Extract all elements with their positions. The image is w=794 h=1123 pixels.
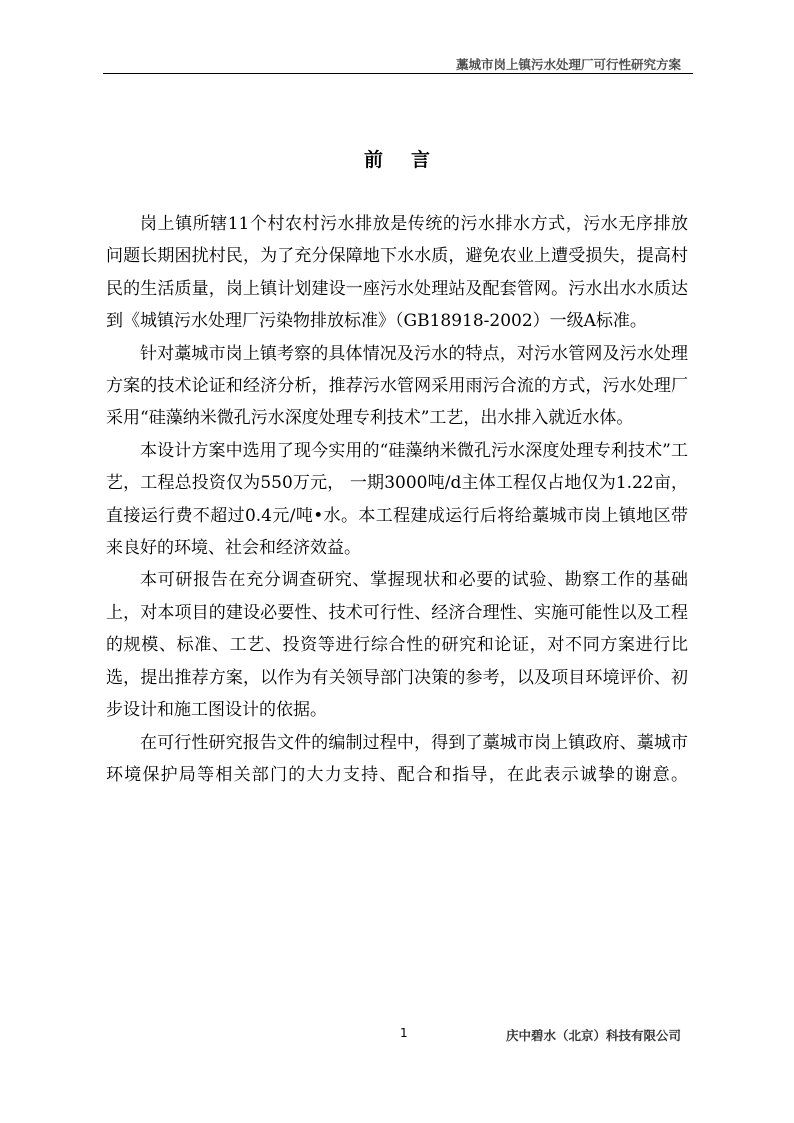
header-title: 藁城市岗上镇污水处理厂可行性研究方案	[455, 57, 681, 72]
page-title: 前言	[363, 149, 458, 171]
paragraph: 本设计方案中选用了现今实用的“硅藻纳米微孔污水深度处理专利技术”工艺，工程总投资仅为550万元， 一期3000吨/d主体工程仅占地仅为1.22亩，直接运行费不超过0.4元/吨•水。本工程建成运行后将给藁城市岗上镇地区带来良好的环境、社会和经济效益。	[106, 440, 688, 559]
paragraph: 针对藁城市岗上镇考察的具体情况及污水的特点，对污水管网及污水处理方案的技术论证和经济分析，推荐污水管网采用雨污合流的方式，污水处理厂采用“硅藻纳米微孔污水深度处理专利技术”工艺，出水排入就近水体。	[106, 343, 688, 429]
page-number: 1	[400, 1026, 408, 1040]
footer-company: 庆中碧水（北京）科技有限公司	[505, 1028, 681, 1043]
paragraph: 岗上镇所辖11个村农村污水排放是传统的污水排水方式，污水无序排放问题长期困扰村民，为了充分保障地下水水质，避免农业上遭受损失，提高村民的生活质量，岗上镇计划建设一座污水处理站及配套管网。污水出水水质达到《城镇污水处理厂污染物排放标准》（GB18918-2002）一级A标准。	[106, 214, 688, 332]
page-header	[103, 55, 693, 74]
body-text	[106, 208, 688, 791]
paragraph: 本可研报告在充分调查研究、掌握现状和必要的试验、勘察工作的基础上，对本项目的建设必要性、技术可行性、经济合理性、实施可能性以及工程的规模、标准、工艺、投资等进行综合性的研究和论证，对不同方案进行比选，提出推荐方案，以作为有关领导部门决策的参考，以及项目环境评价、初步设计和施工图设计的依据。	[106, 570, 688, 721]
paragraph: 在可行性研究报告文件的编制过程中，得到了藁城市岗上镇政府、藁城市环境保护局等相关部门的大力支持、配合和指导，在此表示诚挚的谢意。	[106, 732, 688, 785]
